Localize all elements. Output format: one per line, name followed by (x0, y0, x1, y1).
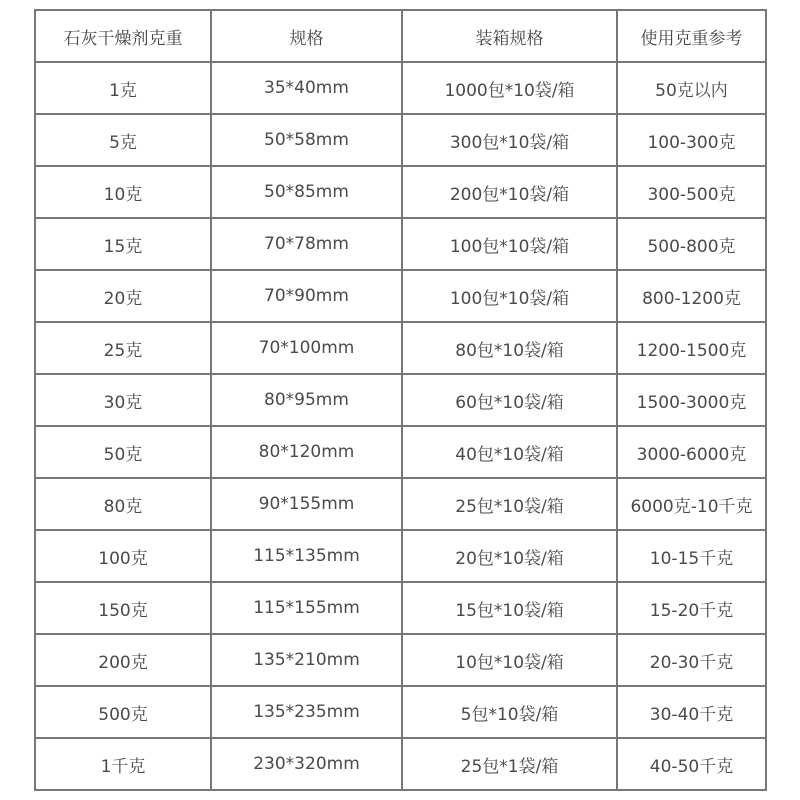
size-cell: 35*40mm (211, 62, 402, 114)
weight-cell: 50克 (35, 426, 211, 478)
table-row (35, 478, 766, 530)
usage-cell: 6000克-10千克 (617, 478, 766, 530)
weight-cell: 200克 (35, 634, 211, 686)
table-row (35, 166, 766, 218)
table-row (35, 634, 766, 686)
packing-cell: 300包*10袋/箱 (402, 114, 617, 166)
usage-cell: 1200-1500克 (617, 322, 766, 374)
size-cell: 90*155mm (211, 478, 402, 530)
usage-cell: 15-20千克 (617, 582, 766, 634)
packing-cell: 1000包*10袋/箱 (402, 62, 617, 114)
packing-cell: 25包*10袋/箱 (402, 478, 617, 530)
usage-cell: 30-40千克 (617, 686, 766, 738)
usage-cell: 40-50千克 (617, 738, 766, 790)
weight-cell: 80克 (35, 478, 211, 530)
header-size: 规格 (211, 10, 402, 62)
weight-cell: 1克 (35, 62, 211, 114)
size-cell: 115*155mm (211, 582, 402, 634)
packing-cell: 20包*10袋/箱 (402, 530, 617, 582)
table-row (35, 62, 766, 114)
table-row (35, 374, 766, 426)
desiccant-spec-table (34, 9, 767, 791)
packing-cell: 80包*10袋/箱 (402, 322, 617, 374)
header-packing: 装箱规格 (402, 10, 617, 62)
packing-cell: 10包*10袋/箱 (402, 634, 617, 686)
weight-cell: 5克 (35, 114, 211, 166)
table-row (35, 686, 766, 738)
header-weight: 石灰干燥剂克重 (35, 10, 211, 62)
packing-cell: 40包*10袋/箱 (402, 426, 617, 478)
weight-cell: 150克 (35, 582, 211, 634)
packing-cell: 5包*10袋/箱 (402, 686, 617, 738)
table-header-row (35, 10, 766, 62)
size-cell: 70*78mm (211, 218, 402, 270)
table-row (35, 114, 766, 166)
size-cell: 135*210mm (211, 634, 402, 686)
weight-cell: 100克 (35, 530, 211, 582)
weight-cell: 10克 (35, 166, 211, 218)
size-cell: 80*95mm (211, 374, 402, 426)
table-row (35, 218, 766, 270)
packing-cell: 25包*1袋/箱 (402, 738, 617, 790)
table-row (35, 738, 766, 790)
packing-cell: 15包*10袋/箱 (402, 582, 617, 634)
weight-cell: 1千克 (35, 738, 211, 790)
size-cell: 50*85mm (211, 166, 402, 218)
weight-cell: 15克 (35, 218, 211, 270)
table-row (35, 426, 766, 478)
usage-cell: 20-30千克 (617, 634, 766, 686)
packing-cell: 200包*10袋/箱 (402, 166, 617, 218)
packing-cell: 60包*10袋/箱 (402, 374, 617, 426)
table-row (35, 270, 766, 322)
packing-cell: 100包*10袋/箱 (402, 270, 617, 322)
usage-cell: 3000-6000克 (617, 426, 766, 478)
packing-cell: 100包*10袋/箱 (402, 218, 617, 270)
weight-cell: 25克 (35, 322, 211, 374)
table-row (35, 530, 766, 582)
size-cell: 50*58mm (211, 114, 402, 166)
table-row (35, 582, 766, 634)
usage-cell: 50克以内 (617, 62, 766, 114)
header-usage-reference: 使用克重参考 (617, 10, 766, 62)
size-cell: 70*90mm (211, 270, 402, 322)
table-row (35, 322, 766, 374)
size-cell: 115*135mm (211, 530, 402, 582)
usage-cell: 500-800克 (617, 218, 766, 270)
usage-cell: 1500-3000克 (617, 374, 766, 426)
size-cell: 230*320mm (211, 738, 402, 790)
weight-cell: 20克 (35, 270, 211, 322)
weight-cell: 500克 (35, 686, 211, 738)
usage-cell: 800-1200克 (617, 270, 766, 322)
size-cell: 135*235mm (211, 686, 402, 738)
usage-cell: 10-15千克 (617, 530, 766, 582)
usage-cell: 100-300克 (617, 114, 766, 166)
table-body (35, 62, 766, 790)
weight-cell: 30克 (35, 374, 211, 426)
size-cell: 80*120mm (211, 426, 402, 478)
usage-cell: 300-500克 (617, 166, 766, 218)
size-cell: 70*100mm (211, 322, 402, 374)
